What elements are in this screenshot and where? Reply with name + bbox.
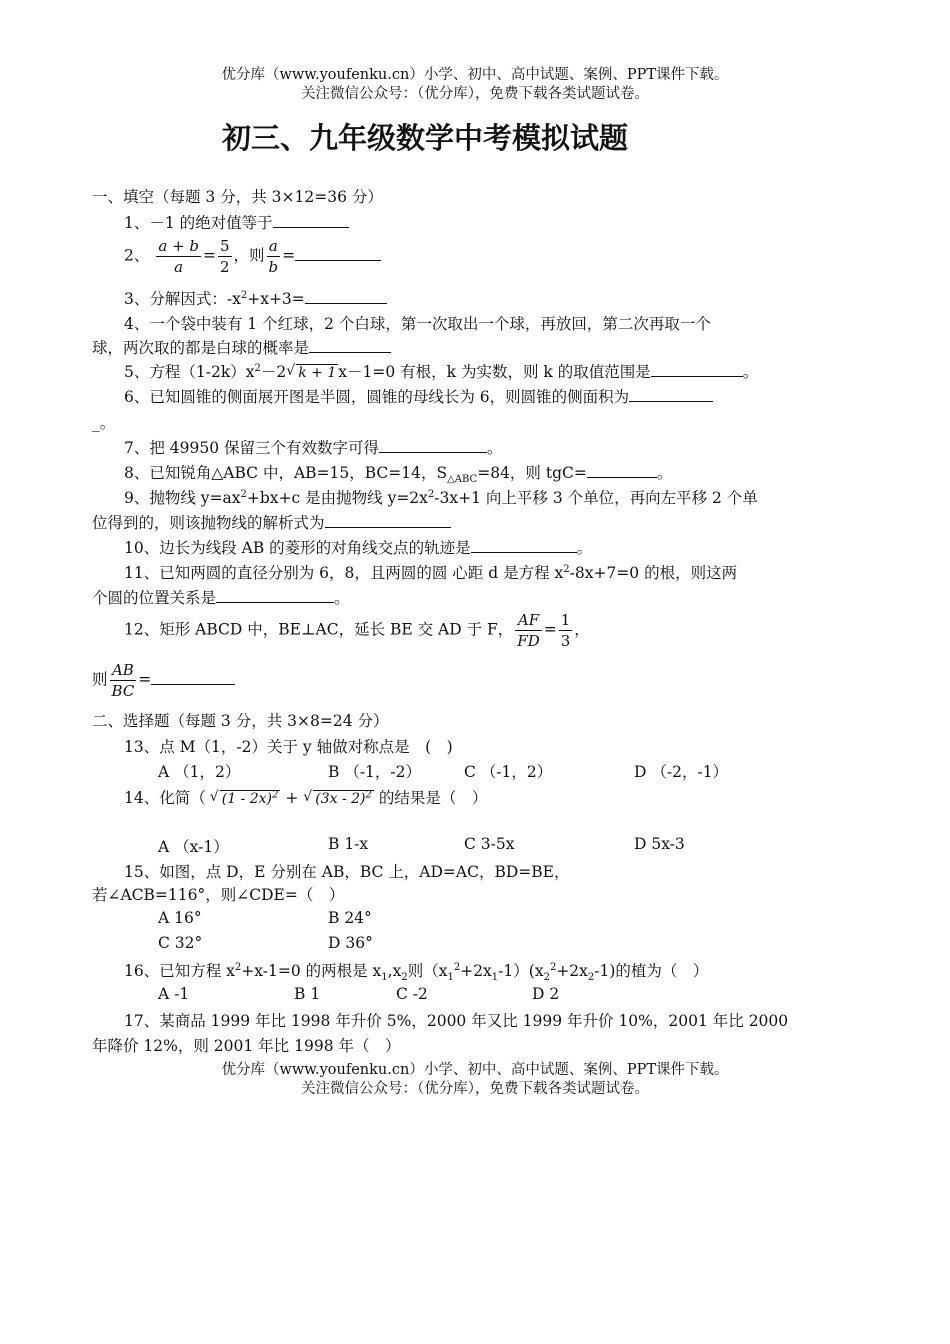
q15-option-d: D 36° — [328, 934, 373, 952]
question-16: 16、已知方程 $x^2+x-1=0$ 的两根是 $x_1,x_2$则$(x_1^2+2x_1-1)(x_2^2+2x_2-1)$的植为（ ） — [124, 961, 709, 984]
question-10: 10、边长为线段 AB 的菱形的对角线交点的轨迹是 。 — [124, 539, 593, 557]
q13-option-c: C （-1，2） — [464, 763, 553, 781]
q14-option-c: C 3-5x — [464, 835, 515, 853]
sqrt-k-plus-1: √ k + 1 — [296, 364, 338, 381]
header-banner-top — [0, 66, 950, 104]
fraction-5-over-2: $\frac{5}{2}$ — [219, 237, 230, 276]
q14-option-a: A （x-1） — [158, 838, 229, 856]
question-14: 14、化简（√ (1 - 2x)$^2$ + √ (3x - 2)$^2$ 的结果是（ ） — [124, 786, 487, 808]
section-2-heading: 二、选择题（每题 3 分，共 3×8=24 分） — [92, 712, 389, 730]
question-15-line-1: 15、如图，点 D，E 分别在 AB，BC 上，AD=AC，BD=BE， — [124, 863, 570, 881]
q16-option-c: C -2 — [396, 985, 428, 1003]
header-line-2: 关注微信公众号：（优分库），免费下载各类试题试卷。 — [301, 86, 649, 102]
sqrt-1-minus-2x-squared: √ (1 - 2x)$^2$ — [220, 790, 281, 807]
question-15-line-2: 若∠ACB=116°，则∠CDE=（ ） — [92, 886, 345, 904]
fraction-ab-over-bc: $\frac{AB}{BC}$ — [111, 661, 135, 700]
question-11-line-1: 11、已知两圆的直径分别为 6，8，且两圆的圆 心距 d 是方程 $x^2-8x+7=0$ 的根，则这两 — [124, 563, 738, 582]
question-13: 13、点 M（1，-2）关于 y 轴做对称点是 ( ) — [124, 738, 453, 756]
q16-option-a: A -1 — [158, 985, 190, 1003]
question-17-line-2: 年降价 12%，则 2001 年比 1998 年（ ） — [92, 1037, 401, 1055]
fraction-af-over-fd: $\frac{AF}{FD}$ — [517, 611, 540, 650]
question-4-line-2: 球，两次取的都是白球的概率是 — [92, 336, 391, 358]
question-11-line-2: 个圆的位置关系是 。 — [92, 589, 350, 607]
q14-option-d: D 5x-3 — [634, 835, 685, 853]
q16-option-b: B 1 — [294, 985, 321, 1003]
section-1-heading: 一、填空（每题 3 分，共 3×12=36 分） — [92, 188, 383, 206]
fraction-1-over-3: $\frac{1}{3}$ — [560, 611, 571, 650]
sqrt-3x-minus-2-squared: √ (3x - 2)$^2$ — [313, 790, 374, 807]
question-17-line-1: 17、某商品 1999 年比 1998 年升价 5%，2000 年又比 1999 年升价 10%，2001 年比 2000 — [124, 1012, 789, 1030]
page-title: 初三、九年级数学中考模拟试题 — [221, 121, 628, 155]
question-4-line-1: 4、一个袋中装有 1 个红球，2 个白球，第一次取出一个球，再放回，第二次再取一个 — [124, 315, 711, 333]
footer-line-2: 关注微信公众号：（优分库），免费下载各类试题试卷。 — [301, 1081, 649, 1097]
q15-option-b: B 24° — [328, 909, 372, 927]
question-3: 3、分解因式：$-x^2+x+3=$ — [124, 287, 387, 309]
question-12-line-2: 则 $\frac{AB}{BC}$ = — [92, 660, 235, 701]
q13-option-b: B （-1，-2） — [328, 763, 422, 781]
footer-banner — [0, 1061, 950, 1099]
header-line-1: 优分库（www.youfenku.cn）小学、初中、高中试题、案例、PPT课件下载。 — [221, 67, 729, 83]
question-6-line-1: 6、已知圆锥的侧面展开图是半圆，圆锥的母线长为 6，则圆锥的侧面积为 — [124, 385, 713, 407]
question-7: 7、把 49950 保留三个有效数字可得 。 — [124, 439, 503, 457]
question-1: 1、－1 的绝对值等于 — [124, 211, 349, 233]
fraction-a-over-b: $\frac{a}{b}$ — [268, 237, 279, 276]
question-12-line-1: 12、矩形 ABCD 中，BE⊥AC，延长 BE 交 AD 于 F， $\frac{AF}{FD}$ = $\frac{1}{3}$ ， — [124, 611, 590, 650]
q15-option-a: A 16° — [158, 909, 202, 927]
footer-line-1: 优分库（www.youfenku.cn）小学、初中、高中试题、案例、PPT课件下载。 — [221, 1062, 729, 1078]
q14-option-b: B 1-x — [328, 835, 369, 853]
q13-option-a: A （1，2） — [158, 763, 241, 781]
question-5: 5、方程$(1-2k)x^2-2√$ k + 1 x－1=0 有根，k 为实数，则 k 的取值范围是 。 — [124, 360, 758, 382]
q16-option-d: D 2 — [532, 985, 560, 1003]
question-2: 2、 $\frac{a + b}{a}$ = $\frac{5}{2}$ ，则 $\frac{a}{b}$ = — [124, 236, 381, 277]
question-6-line-2: _。 — [92, 414, 116, 432]
question-9-line-1: 9、抛物线 $y=ax^2+bx+c$ 是由抛物线 $y=2x^2-3x+1$ 向上平移 3 个单位，再向左平移 2 个单 — [124, 488, 758, 507]
q15-option-c: C 32° — [158, 934, 203, 952]
question-8: 8、已知锐角△ABC 中，AB=15，BC=14，$S_{\triangle ABC}=84$，则 tgC= 。 — [124, 464, 673, 486]
question-9-line-2: 位得到的，则该抛物线的解析式为 — [92, 511, 451, 533]
fraction-a-plus-b-over-a: $\frac{a + b}{a}$ — [158, 237, 199, 276]
q13-option-d: D （-2，-1） — [634, 763, 729, 781]
